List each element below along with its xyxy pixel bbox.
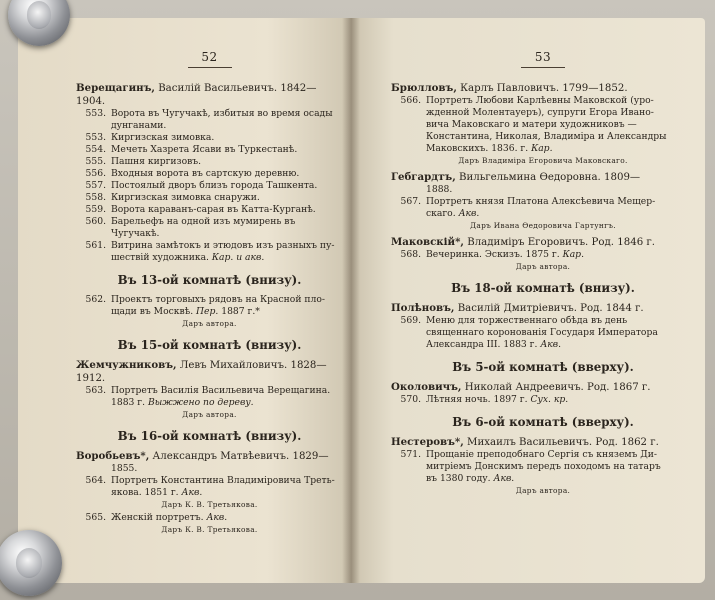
artist-heading	[391, 302, 695, 315]
entry-text	[426, 473, 695, 485]
entry-text	[426, 394, 695, 406]
room-heading: Въ 18-ой комнатѣ (внизу).	[451, 281, 635, 295]
artist-heading	[391, 171, 695, 184]
catalog-entry	[76, 144, 343, 156]
entry-title: Женскій портретъ.	[111, 512, 204, 523]
room-heading: Въ 15-ой комнатѣ (внизу).	[117, 338, 302, 352]
entry-medium: Акв.	[458, 208, 480, 219]
entry-title: щади въ Москвѣ.	[111, 306, 194, 317]
artist-dates: Василій Дмитріевичъ. Род. 1844 г.	[454, 303, 644, 314]
entry-number	[76, 306, 111, 318]
entry-text	[111, 132, 343, 144]
catalog-entry	[391, 196, 695, 208]
artist-dates: Карлъ Павловичъ. 1799—1852.	[456, 83, 628, 94]
entry-number: 568.	[400, 249, 421, 260]
entry-text	[111, 252, 343, 264]
entry-title: 1883 г.	[111, 397, 146, 408]
entry-date: 1887 г.*	[218, 306, 260, 317]
catalog-entry	[76, 108, 343, 120]
entry-number: 570.	[400, 394, 421, 405]
entry-number	[76, 463, 111, 475]
entry-number	[391, 327, 426, 339]
entry-number: 562.	[85, 294, 106, 305]
entry-medium: Сух. кр.	[530, 394, 569, 405]
entry-medium: Кар.	[562, 249, 584, 260]
entry-number	[391, 107, 426, 119]
artist-heading	[76, 82, 343, 108]
catalog-entry	[391, 131, 695, 143]
catalog-entry	[76, 487, 343, 499]
gift-note: Даръ автора.	[182, 410, 237, 419]
entry-text	[426, 131, 695, 143]
catalog-entry	[76, 168, 343, 180]
entry-title: скаго.	[426, 208, 456, 219]
entry-title: Витрина замѣтокъ и этюдовъ изъ разныхъ пу-	[111, 240, 335, 251]
gift-note: Даръ Владиміра Егоровича Маковскаго.	[458, 156, 628, 165]
artist-dates: Александръ Матвѣевичъ. 1829—	[149, 451, 329, 462]
entry-number	[391, 208, 426, 220]
right-page-body	[391, 82, 695, 496]
entry-number: 560.	[85, 216, 106, 227]
entry-text	[426, 184, 695, 196]
entry-number	[391, 461, 426, 473]
gift-note: Даръ К. В. Третьякова.	[161, 500, 258, 509]
catalog-entry	[76, 385, 343, 397]
entry-title: Мечеть Хазрета Ясави въ Туркестанѣ.	[111, 144, 298, 155]
entry-number: 571.	[400, 449, 421, 460]
entry-medium: Акв.	[206, 512, 228, 523]
catalog-entry	[391, 473, 695, 485]
gift-note: Даръ автора.	[515, 486, 571, 495]
catalog-entry	[391, 315, 695, 327]
entry-title: жденной Молентауеръ), супруги Егора Ивано-	[426, 107, 654, 118]
entry-title: Киргизская зимовка.	[111, 132, 215, 143]
artist-dates: Вильгельмина Өедоровна. 1809—	[455, 172, 641, 183]
entry-title: Портретъ Василія Васильевича Верещагина.	[111, 385, 331, 396]
entry-number: 561.	[85, 240, 106, 251]
catalog-entry	[76, 120, 343, 132]
entry-text	[111, 108, 343, 120]
room-heading: Въ 13-ой комнатѣ (внизу).	[117, 273, 302, 287]
artist-dates: Николай Андреевичъ. Род. 1867 г.	[461, 382, 651, 393]
artist-name: Околовичъ,	[391, 381, 462, 393]
entry-medium: Акв.	[181, 487, 203, 498]
entry-text	[426, 249, 695, 261]
entry-text	[426, 95, 695, 107]
entry-medium: Кар. и акв.	[211, 252, 265, 263]
artist-heading	[76, 359, 343, 385]
entry-text	[111, 475, 343, 487]
catalog-entry	[76, 204, 343, 216]
entry-number: 567.	[400, 196, 421, 207]
entry-medium: Выжжено по дереву.	[147, 397, 254, 408]
artist-dates: Михаилъ Васильевичъ. Род. 1862 г.	[463, 437, 659, 448]
entry-text	[111, 204, 343, 216]
entry-title: митріемъ Донскимъ передъ походомъ на татаръ	[426, 461, 661, 472]
entry-medium: Пер.	[196, 306, 219, 317]
book-gutter	[342, 18, 360, 583]
entry-text	[111, 144, 343, 156]
entry-number	[391, 473, 426, 485]
entry-text	[426, 208, 695, 220]
entry-title: 1888.	[426, 184, 453, 195]
entry-title: Маковскихъ. 1836. г.	[426, 143, 529, 154]
entry-text	[111, 156, 343, 168]
catalog-entry	[76, 180, 343, 192]
catalog-entry	[76, 240, 343, 252]
entry-title: священнаго коронованія Государя Императора	[426, 327, 658, 338]
catalog-entry	[76, 192, 343, 204]
entry-text	[426, 107, 695, 119]
entry-text	[426, 339, 695, 351]
artist-heading	[391, 436, 695, 449]
entry-title: Барельефъ на одной изъ мумирень въ Чугучакѣ.	[111, 216, 296, 239]
entry-number: 559.	[85, 204, 106, 215]
entry-title: Портретъ Константина Владиміровича Треть-	[111, 475, 335, 486]
artist-name: Брюлловъ,	[391, 82, 457, 94]
catalog-entry	[391, 327, 695, 339]
entry-number	[391, 184, 426, 196]
entry-text	[111, 397, 343, 409]
entry-number	[76, 252, 111, 264]
entry-number: 564.	[85, 475, 106, 486]
entry-title: Вечеринка. Эскизъ. 1875 г.	[426, 249, 560, 260]
page-number-rule	[188, 67, 232, 68]
entry-title: въ 1380 году.	[426, 473, 491, 484]
entry-title: Ворота караванъ-сарая въ Катта-Курганѣ.	[111, 204, 316, 215]
catalog-entry	[391, 339, 695, 351]
artist-name: Маковскій*,	[391, 236, 464, 248]
artist-name: Полѣновъ,	[391, 302, 455, 314]
entry-title: Прощаніе преподобнаго Сергія съ княземъ Ди-	[426, 449, 657, 460]
entry-medium: Кар.	[531, 143, 553, 154]
entry-text	[426, 315, 695, 327]
entry-number: 565.	[85, 512, 106, 523]
entry-text	[111, 512, 343, 524]
entry-title: Пашня киргизовъ.	[111, 156, 202, 167]
entry-medium: Акв.	[540, 339, 562, 350]
entry-title: Проектъ торговыхъ рядовъ на Красной пло-	[111, 294, 325, 305]
entry-number: 553.	[85, 132, 106, 143]
room-heading: Въ 5-ой комнатѣ (вверху).	[452, 360, 634, 374]
page-number-rule	[521, 67, 565, 68]
right-page	[351, 18, 705, 583]
entry-number: 556.	[85, 168, 106, 179]
artist-heading	[76, 450, 343, 463]
artist-heading	[391, 381, 695, 394]
entry-number: 555.	[85, 156, 106, 167]
entry-text	[111, 306, 343, 318]
gift-note: Даръ К. В. Третьякова.	[161, 525, 258, 534]
entry-title: шествій художника.	[111, 252, 209, 263]
catalog-entry	[391, 95, 695, 107]
catalog-entry	[76, 294, 343, 306]
entry-text	[426, 327, 695, 339]
gift-note: Даръ Ивана Өедоровича Гартунгъ.	[470, 221, 616, 230]
entry-title: Александра III. 1883 г.	[426, 339, 538, 350]
entry-text	[426, 461, 695, 473]
entry-number	[391, 143, 426, 155]
artist-dates: Василій Васильевичъ. 1842—1904.	[76, 83, 317, 107]
entry-text	[111, 120, 343, 132]
entry-title: вича Маковскаго и матери художниковъ —	[426, 119, 637, 130]
gift-note: Даръ автора.	[515, 262, 571, 271]
entry-text	[111, 463, 343, 475]
entry-number: 558.	[85, 192, 106, 203]
entry-text	[426, 449, 695, 461]
entry-text	[111, 180, 343, 192]
catalog-entry	[391, 107, 695, 119]
entry-title: Входныя ворота въ сартскую деревню.	[111, 168, 300, 179]
entry-number: 569.	[400, 315, 421, 326]
left-page-body	[76, 82, 343, 535]
entry-number: 557.	[85, 180, 106, 191]
entry-number	[76, 120, 111, 132]
entry-title: Константина, Николая, Владиміра и Александры	[426, 131, 667, 142]
entry-text	[111, 216, 343, 240]
entry-text	[111, 240, 343, 252]
catalog-entry	[391, 184, 695, 196]
entry-title: Портретъ Любови Карлѣевны Маковской (уро-	[426, 95, 654, 106]
artist-heading	[391, 82, 695, 95]
entry-title: Меню для торжественнаго обѣда въ день	[426, 315, 628, 326]
entry-number: 553.	[85, 108, 106, 119]
catalog-entry	[76, 463, 343, 475]
entry-title: якова. 1851 г.	[111, 487, 179, 498]
catalog-entry	[76, 306, 343, 318]
artist-name: Верещагинъ,	[76, 82, 155, 94]
artist-name: Нестеровъ*,	[391, 436, 464, 448]
room-heading: Въ 16-ой комнатѣ (внизу).	[117, 429, 302, 443]
entry-number: 554.	[85, 144, 106, 155]
catalog-entry	[76, 156, 343, 168]
page-number: 52	[201, 50, 218, 64]
catalog-entry	[391, 449, 695, 461]
entry-title: Киргизская зимовка снаружи.	[111, 192, 260, 203]
catalog-entry	[76, 397, 343, 409]
entry-number	[391, 339, 426, 351]
catalog-entry	[391, 461, 695, 473]
entry-text	[111, 294, 343, 306]
catalog-entry	[391, 208, 695, 220]
entry-text	[426, 119, 695, 131]
artist-name: Воробьевъ*,	[76, 450, 150, 462]
entry-title: дунганами.	[111, 120, 167, 131]
entry-medium: Акв.	[493, 473, 515, 484]
catalog-entry	[76, 132, 343, 144]
entry-title: Портретъ князя Платона Алексѣевича Мещер-	[426, 196, 656, 207]
catalog-entry	[76, 475, 343, 487]
catalog-entry	[391, 143, 695, 155]
entry-number	[391, 131, 426, 143]
entry-title: Ворота въ Чугучакѣ, избитыя во время осады	[111, 108, 333, 119]
entry-title: Постоялый дворъ близъ города Ташкента.	[111, 180, 318, 191]
artist-name: Гебгардтъ,	[391, 171, 456, 183]
entry-text	[111, 168, 343, 180]
entry-number: 566.	[400, 95, 421, 106]
artist-dates: Владиміръ Егоровичъ. Род. 1846 г.	[463, 237, 655, 248]
entry-number	[391, 119, 426, 131]
catalog-entry	[391, 394, 695, 406]
artist-dates: Левъ Михайловичъ. 1828—1912.	[76, 360, 327, 384]
page-number: 53	[534, 50, 552, 64]
entry-text	[111, 385, 343, 397]
entry-text	[426, 143, 695, 155]
entry-number	[76, 397, 111, 409]
entry-text	[111, 192, 343, 204]
catalog-entry	[76, 512, 343, 524]
artist-name: Жемчужниковъ,	[76, 359, 177, 371]
catalog-entry	[76, 252, 343, 264]
entry-number: 563.	[85, 385, 106, 396]
catalog-entry	[391, 249, 695, 261]
catalog-entry	[391, 119, 695, 131]
left-page	[18, 18, 351, 583]
entry-text	[426, 196, 695, 208]
gift-note: Даръ автора.	[182, 319, 237, 328]
entry-number	[76, 487, 111, 499]
entry-title: Лѣтняя ночь. 1897 г.	[426, 394, 528, 405]
room-heading: Въ 6-ой комнатѣ (вверху).	[452, 415, 634, 429]
catalog-entry	[76, 216, 343, 240]
entry-text	[111, 487, 343, 499]
entry-title: 1855.	[111, 463, 138, 474]
artist-heading	[391, 236, 695, 249]
